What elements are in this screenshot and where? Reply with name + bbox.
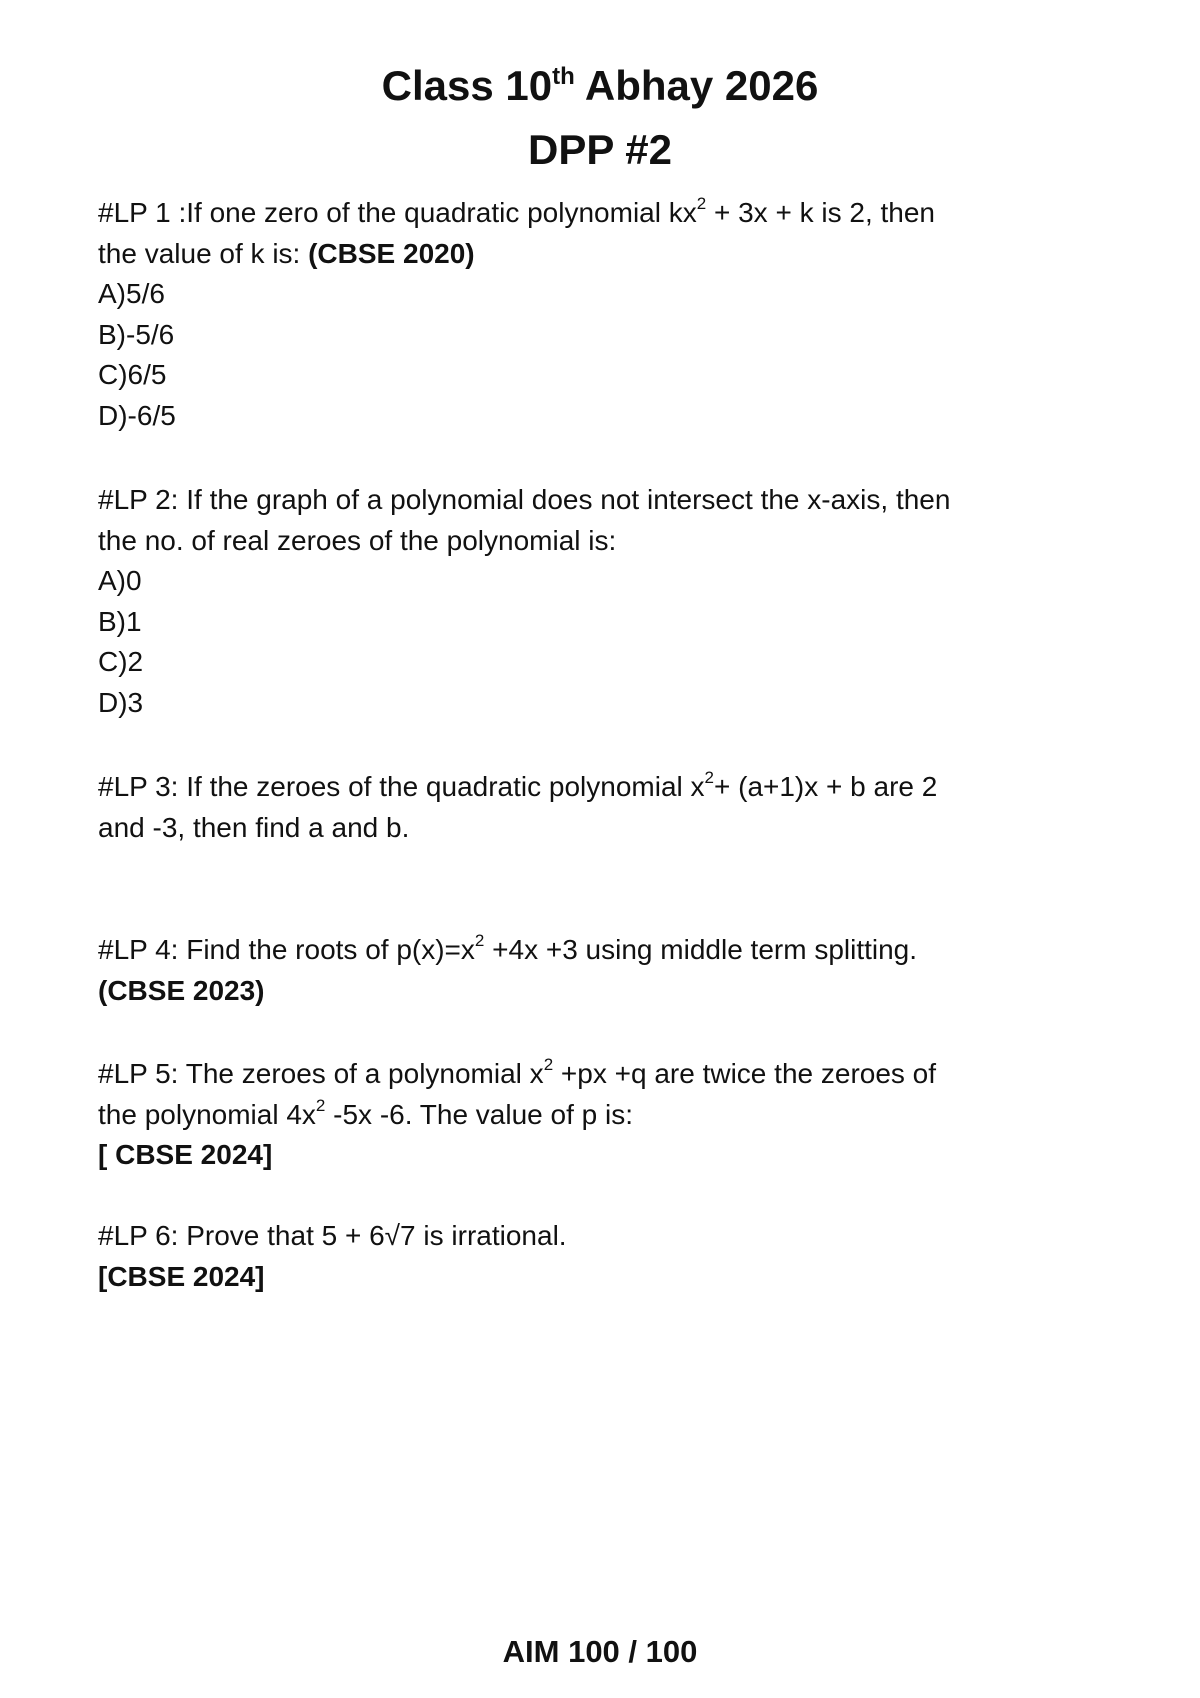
option-c: C)6/5	[98, 359, 167, 390]
question-text: the polynomial 4x	[98, 1098, 316, 1130]
question-lp2	[98, 480, 1118, 723]
page-title	[0, 62, 1200, 110]
question-text-line1	[98, 767, 1118, 808]
exponent: 2	[474, 931, 485, 950]
question-text-line2: the no. of real zeroes of the polynomial is:	[98, 524, 617, 556]
option-d: D)3	[98, 686, 144, 718]
question-text: the value of k is:	[98, 237, 309, 269]
question-text-line1	[98, 193, 1118, 234]
question-text-line1: #LP 2: If the graph of a polynomial does not intersect the x-axis, then	[98, 484, 951, 515]
question-text: +px +q are twice the zeroes of	[553, 1058, 937, 1089]
question-text: #LP 1 :If one zero of the quadratic polynomial kx	[98, 197, 697, 228]
question-lp4	[98, 930, 1118, 1011]
exponent: 2	[543, 1055, 554, 1074]
question-lp6	[98, 1216, 1118, 1297]
exam-tag: (CBSE 2023)	[98, 974, 265, 1006]
question-text: -5x -6. The value of p is:	[325, 1098, 634, 1130]
page-subtitle: DPP #2	[528, 126, 672, 173]
question-text: + (a+1)x + b are 2	[713, 771, 938, 802]
exponent: 2	[315, 1095, 326, 1115]
question-lp1	[98, 193, 1118, 436]
exam-tag: (CBSE 2020)	[308, 237, 475, 269]
exponent: 2	[704, 768, 714, 787]
question-lp5	[98, 1054, 1118, 1176]
question-text: + 3x + k is 2, then	[706, 197, 936, 228]
question-text-line1	[98, 1054, 1118, 1095]
option-b: B)-5/6	[98, 318, 175, 350]
option-d: D)-6/5	[98, 399, 176, 431]
question-text: #LP 4: Find the roots of p(x)=x	[98, 934, 475, 965]
question-text-line2	[98, 234, 1118, 275]
title-suffix: Abhay 2026	[574, 62, 819, 109]
question-text-line2: and -3, then find a and b.	[98, 811, 410, 843]
option-a: A)5/6	[98, 278, 165, 309]
option-a: A)0	[98, 565, 142, 596]
footer-aim: AIM 100 / 100	[502, 1634, 698, 1669]
exponent: 2	[696, 194, 707, 213]
question-text: +4x +3 using middle term splitting.	[484, 934, 918, 965]
exam-tag: [CBSE 2024]	[98, 1260, 265, 1292]
question-text-line2	[98, 1095, 1118, 1136]
question-text-line1	[98, 930, 1118, 971]
question-text: #LP 3: If the zeroes of the quadratic polynomial x	[98, 771, 705, 802]
title-prefix: Class 10	[381, 62, 553, 109]
title-superscript: th	[552, 63, 575, 90]
question-text-line1: #LP 6: Prove that 5 + 6√7 is irrational.	[98, 1220, 567, 1251]
option-b: B)1	[98, 605, 142, 637]
option-c: C)2	[98, 646, 144, 677]
question-text: #LP 5: The zeroes of a polynomial x	[98, 1058, 544, 1089]
exam-tag: [ CBSE 2024]	[98, 1139, 273, 1170]
question-lp3	[98, 767, 1118, 848]
